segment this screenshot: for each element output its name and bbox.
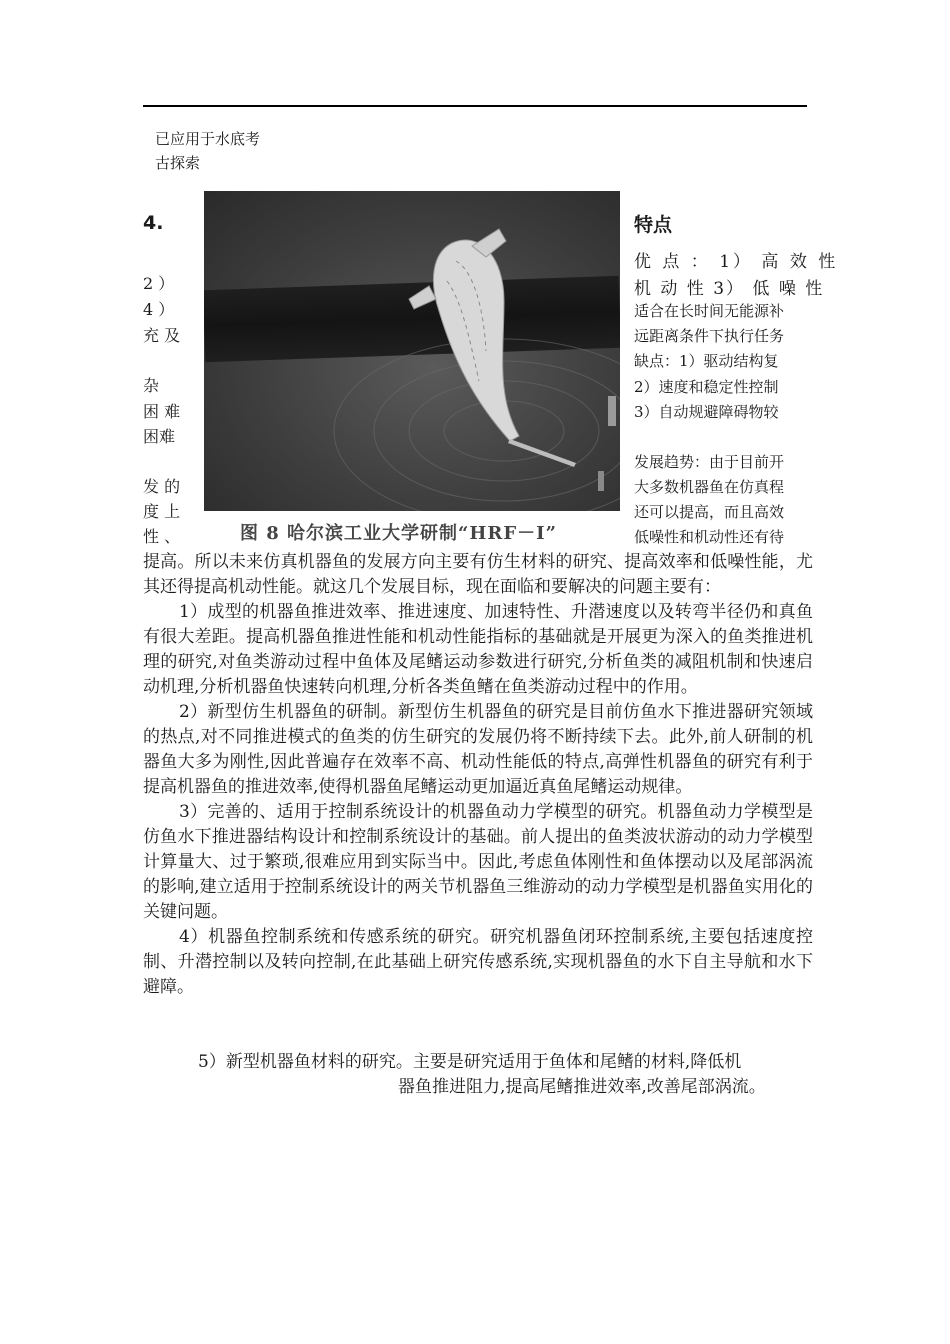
left-frag-3: 充 及: [143, 326, 181, 345]
paragraph-2: 2）新型仿生机器鱼的研制。新型仿生机器鱼的研究是目前仿鱼水下推进器研究领域的热点,对不同推进模式的鱼类的仿生研究的发展仍将不断持续下去。此外,前人研制的机器鱼大多为刚性,因此普遍存在效率不高、机动性能低的特点,高弹性机器鱼的研究有利于提高机器鱼的推进效率,使得机器鱼尾鳍运动更加逼近真鱼尾鳍运动规律。: [143, 702, 813, 797]
figure-caption: 图 8 哈尔滨工业大学研制“HRF－Ⅰ”: [240, 523, 557, 544]
left-frag-5: 困 难: [143, 402, 181, 421]
right-line-9: 大多数机器鱼在仿真程: [634, 478, 785, 496]
left-frag-2: 4 ）: [143, 300, 175, 319]
paragraph-5-line2: 器鱼推进阻力,提高尾鳍推进效率,改善尾部涡流。: [398, 1077, 766, 1097]
section-title: 特点: [634, 214, 673, 236]
right-line-10: 还可以提高，而且高效: [634, 503, 785, 521]
trend-line: 发展趋势：由于目前开: [634, 453, 785, 471]
advantages-line: 优 点 ： 1） 高 效 性: [634, 252, 839, 272]
right-line-2: 机 动 性 3） 低 噪 性: [634, 279, 825, 299]
top-note-line2: 古探索: [155, 154, 201, 172]
right-line-3: 适合在长时间无能源补: [634, 302, 785, 320]
top-note-line1: 已应用于水底考: [155, 130, 261, 148]
paragraph-3: 3）完善的、适用于控制系统设计的机器鱼动力学模型的研究。机器鱼动力学模型是仿鱼水下推进器结构设计和控制系统设计的基础。前人提出的鱼类波状游动的动力学模型计算量大、过于繁琐,很难应用到实际当中。因此,考虑鱼体刚性和鱼体摆动以及尾部涡流的影响,建立适用于控制系统设计的两关节机器鱼三维游动的动力学模型是机器鱼实用化的关键问题。: [143, 802, 813, 922]
intro-paragraph: 提高。所以未来仿真机器鱼的发展方向主要有仿生材料的研究、提高效率和低噪性能，尤其还得提高机动性能。就这几个发展目标，现在面临和要解决的问题主要有：: [143, 552, 813, 597]
disadvantages-line: 缺点：1）驱动结构复: [634, 352, 779, 370]
paragraph-5-line1: 5）新型机器鱼材料的研究。主要是研究适用于鱼体和尾鳍的材料,降低机: [198, 1052, 742, 1072]
paragraph-4: 4）机器鱼控制系统和传感系统的研究。研究机器鱼闭环控制系统,主要包括速度控制、升潜控制以及转向控制,在此基础上研究传感系统,实现机器鱼的水下自主导航和水下避障。: [143, 927, 813, 997]
paragraph-1: 1）成型的机器鱼推进效率、推进速度、加速特性、升潜速度以及转弯半径仍和真鱼有很大差距。提高机器鱼推进性能和机动性能指标的基础就是开展更为深入的鱼类推进机理的研究,对鱼类游动过程中鱼体及尾鳍运动参数进行研究,分析鱼类的减阻机制和快速启动机理,分析机器鱼快速转向机理,分析各类鱼鳍在鱼类游动过程中的作用。: [143, 602, 813, 697]
header-rule: [143, 105, 807, 107]
right-line-6: 2）速度和稳定性控制: [634, 378, 779, 396]
robot-fish-illustration: [204, 191, 620, 511]
right-line-4: 远距离条件下执行任务: [634, 327, 785, 345]
body-text: [143, 550, 813, 1000]
left-frag-4: 杂: [143, 376, 160, 395]
right-line-11: 低噪性和机动性还有待: [634, 528, 785, 546]
left-frag-7: 发 的: [143, 477, 181, 496]
robot-fish-photo: [204, 191, 620, 511]
left-frag-8: 度 上: [143, 502, 181, 521]
right-line-7: 3）自动规避障碍物较: [634, 403, 779, 421]
left-frag-6: 困难: [143, 427, 176, 446]
left-frag-9: 性 、: [143, 527, 181, 546]
left-frag-1: 2 ）: [143, 274, 175, 293]
section-number: 4.: [143, 212, 164, 234]
